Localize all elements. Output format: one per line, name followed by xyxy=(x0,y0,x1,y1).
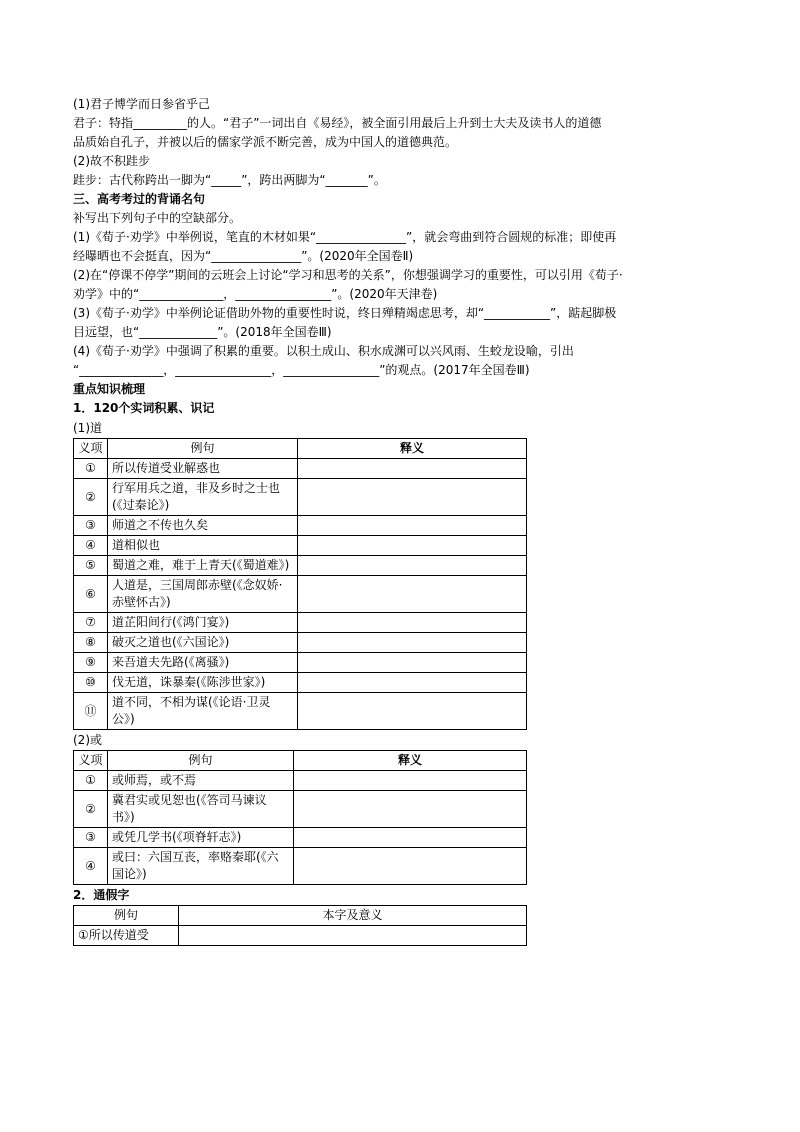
row-number: ⑥ xyxy=(74,576,108,613)
example-cell: 所以传道受业解惑也 xyxy=(108,459,298,479)
tongjia-table xyxy=(73,905,527,946)
question-line: (4)《荀子·劝学》中强调了积累的重要。以积土成山、积水成渊可以兴风雨、生蛟龙设喻，引出 xyxy=(73,344,574,358)
row-number: ④ xyxy=(74,536,108,556)
example-cell: 或师焉，或不焉 xyxy=(108,771,294,791)
example-cell: 道芷阳间行(《鸿门宴》) xyxy=(108,613,298,633)
table-row xyxy=(74,516,527,536)
section-title: 三、高考考过的背诵名句 xyxy=(73,192,206,206)
text-line: 品质始自孔子，并被以后的儒家学派不断完善，成为中国人的道德典范。 xyxy=(73,135,458,149)
question-line: (3)《荀子·劝学》中举例论证借助外物的重要性时说，终日殚精竭虑思考，却“___________”，踮起脚极 xyxy=(73,306,617,320)
question-line: 经曝晒也不会挺直，因为“_______________”。(2020年全国卷Ⅱ) xyxy=(73,249,414,263)
section-intro: 补写出下列句子中的空缺部分。 xyxy=(73,211,242,225)
table-row xyxy=(74,536,527,556)
table-header-row xyxy=(74,751,527,771)
row-number: ③ xyxy=(74,516,108,536)
header-yixiang: 义项 xyxy=(74,439,108,459)
example-cell: 伐无道，诛暴秦(《陈涉世家》) xyxy=(108,673,298,693)
row-number: ⑪ xyxy=(74,693,108,730)
table-row xyxy=(74,828,527,848)
meaning-cell[interactable] xyxy=(298,516,527,536)
meaning-cell[interactable] xyxy=(298,633,527,653)
text-line: (2)故不积跬步 xyxy=(73,154,150,168)
table-caption-dao: (1)道 xyxy=(73,421,102,435)
header-original-char: 本字及意义 xyxy=(179,906,527,926)
table-caption-huo: (2)或 xyxy=(73,733,102,747)
example-cell: 蜀道之难，难于上青天(《蜀道难》) xyxy=(108,556,298,576)
row-number: ⑨ xyxy=(74,653,108,673)
header-meaning: 释义 xyxy=(298,439,527,459)
example-cell: 道相似也 xyxy=(108,536,298,556)
row-number: ① xyxy=(74,771,108,791)
table-row xyxy=(74,926,527,946)
table-row xyxy=(74,459,527,479)
row-number: ⑦ xyxy=(74,613,108,633)
header-example: 例句 xyxy=(74,906,179,926)
table-row xyxy=(74,848,527,885)
meaning-cell[interactable] xyxy=(298,536,527,556)
meaning-cell[interactable] xyxy=(298,479,527,516)
row-number: ③ xyxy=(74,828,108,848)
table-row xyxy=(74,771,527,791)
text-line: 君子：特指_________的人。“君子”一词出自《易经》，被全面引用最后上升到士大夫及读书人的道德 xyxy=(73,116,602,130)
row-number: ④ xyxy=(74,848,108,885)
header-meaning: 释义 xyxy=(294,751,527,771)
meaning-cell[interactable] xyxy=(298,653,527,673)
document-page xyxy=(73,95,623,946)
example-cell: 行军用兵之道，非及乡时之士也(《过秦论》) xyxy=(108,479,298,516)
meaning-cell[interactable] xyxy=(298,556,527,576)
table-row xyxy=(74,613,527,633)
meaning-cell[interactable] xyxy=(298,576,527,613)
example-cell: 来吾道夫先路(《离骚》) xyxy=(108,653,298,673)
meaning-cell[interactable] xyxy=(294,828,527,848)
question-line: 劝学》中的“______________，________________”。(2020年天津卷) xyxy=(73,287,438,301)
example-cell: 破灭之道也(《六国论》) xyxy=(108,633,298,653)
meaning-cell[interactable] xyxy=(179,926,527,946)
meaning-cell[interactable] xyxy=(294,791,527,828)
row-number: ② xyxy=(74,479,108,516)
text-line: 跬步：古代称跨出一脚为“_____”，跨出两脚为“_______”。 xyxy=(73,173,386,187)
meaning-cell[interactable] xyxy=(294,848,527,885)
meaning-cell[interactable] xyxy=(298,613,527,633)
meaning-cell[interactable] xyxy=(294,771,527,791)
dao-table xyxy=(73,438,527,730)
row-number: ⑤ xyxy=(74,556,108,576)
header-yixiang: 义项 xyxy=(74,751,108,771)
row-number: ⑧ xyxy=(74,633,108,653)
meaning-cell[interactable] xyxy=(298,459,527,479)
row-number: ② xyxy=(74,791,108,828)
example-cell: 或曰：六国互丧，率赂秦耶(《六国论》) xyxy=(108,848,294,885)
subsection-title: 2．通假字 xyxy=(73,888,130,902)
table-row xyxy=(74,673,527,693)
row-number: ⑩ xyxy=(74,673,108,693)
example-cell: ①所以传道受 xyxy=(74,926,179,946)
table-header-row xyxy=(74,906,527,926)
example-cell: 道不同，不相为谋(《论语·卫灵公》) xyxy=(108,693,298,730)
key-knowledge-title: 重点知识梳理 xyxy=(73,382,146,396)
table-row xyxy=(74,791,527,828)
example-cell: 冀君实或见恕也(《答司马谏议书》) xyxy=(108,791,294,828)
table-row xyxy=(74,479,527,516)
example-cell: 师道之不传也久矣 xyxy=(108,516,298,536)
table-row xyxy=(74,653,527,673)
huo-table xyxy=(73,750,527,885)
subsection-title: 1．120个实词积累、识记 xyxy=(73,401,215,415)
question-line: (1)《荀子·劝学》中举例说，笔直的木材如果“_______________”，就会弯曲到符合圆规的标准；即使再 xyxy=(73,230,617,244)
row-number: ① xyxy=(74,459,108,479)
table-row xyxy=(74,633,527,653)
question-line: “______________，________________，________________”的观点。(2017年全国卷Ⅲ) xyxy=(73,363,530,377)
header-example: 例句 xyxy=(108,751,294,771)
table-header-row xyxy=(74,439,527,459)
table-row xyxy=(74,556,527,576)
text-line: (1)君子博学而日参省乎己 xyxy=(73,97,210,111)
meaning-cell[interactable] xyxy=(298,673,527,693)
example-cell: 或凭几学书(《项脊轩志》) xyxy=(108,828,294,848)
meaning-cell[interactable] xyxy=(298,693,527,730)
table-row xyxy=(74,576,527,613)
example-cell: 人道是，三国周郎赤壁(《念奴娇·赤壁怀古》) xyxy=(108,576,298,613)
question-line: 目远望，也“_____________”。(2018年全国卷Ⅲ) xyxy=(73,325,332,339)
header-example: 例句 xyxy=(108,439,298,459)
table-row xyxy=(74,693,527,730)
question-line: (2)在“停课不停学”期间的云班会上讨论“学习和思考的关系”，你想强调学习的重要性，可以引用《荀子· xyxy=(73,268,623,282)
